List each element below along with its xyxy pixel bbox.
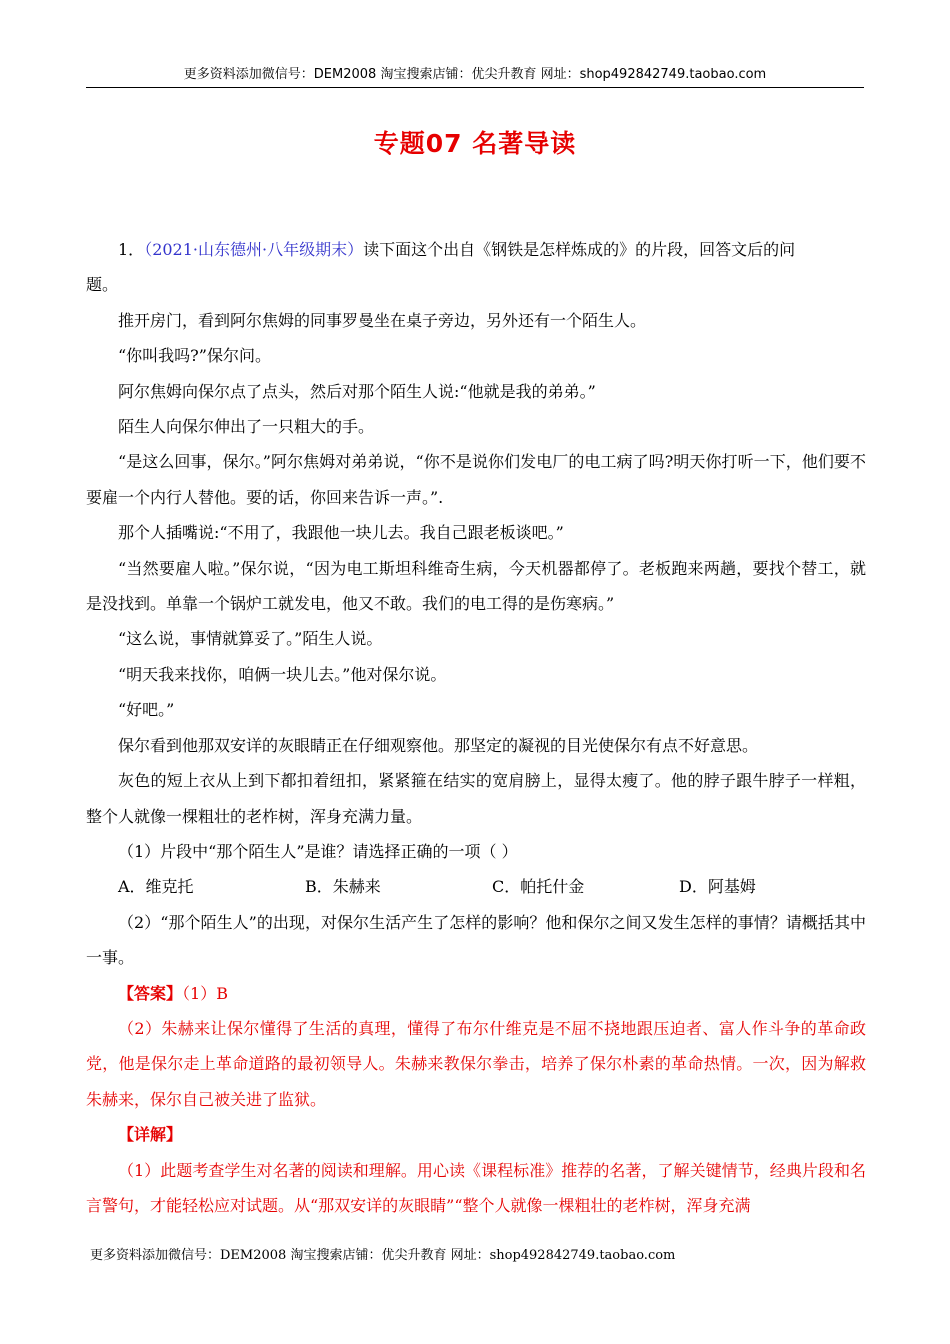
sub-question-2: （2）“那个陌生人”的出现，对保尔生活产生了怎样的影响？他和保尔之间又发生怎样的事情？请概括其中一事。	[86, 912, 866, 968]
option-c: C．帕托什金	[492, 877, 585, 897]
page-title: 专题07 名著导读	[373, 129, 577, 158]
passage-paragraph: “你叫我吗?”保尔问。	[118, 346, 271, 366]
passage-paragraph: 推开房门，看到阿尔焦姆的同事罗曼坐在桌子旁边，另外还有一个陌生人。	[118, 310, 647, 330]
answer-options	[86, 869, 866, 904]
passage-paragraph: 那个人插嘴说:“不用了，我跟他一块儿去。我自己跟老板谈吧。”	[118, 523, 564, 543]
detail-heading	[86, 1117, 866, 1152]
passage-paragraph: “明天我来找你，咱俩一块儿去。”他对保尔说。	[118, 664, 447, 684]
passage-paragraph: “当然要雇人啦。”保尔说，“因为电工斯坦科维奇生病，今天机器都停了。老板跑来两趟，要找个替工，就是没找到。单靠一个锅炉工就发电，他又不敢。我们的电工得的是伤寒病。”	[86, 558, 866, 614]
passage-paragraph: “是这么回事，保尔。”阿尔焦姆对弟弟说，“你不是说你们发电厂的电工病了吗?明天你打听一下，他们要不要雇一个内行人替他。要的话，你回来告诉一声。”.	[86, 452, 866, 507]
passage-paragraph: “好吧。”	[118, 700, 175, 720]
passage-paragraph: “这么说，事情就算妥了。”陌生人说。	[118, 629, 383, 649]
detail-text: （1）此题考查学生对名著的阅读和理解。用心读《课程标准》推荐的名著，了解关键情节，经典片段和名言警句，才能轻松应对试题。从“那双安详的灰眼睛”“整个人就像一棵粗壮的老柞树，浑身充满	[86, 1160, 866, 1215]
sub-question-1: （1）片段中“那个陌生人”是谁？请选择正确的一项（ ）	[118, 841, 518, 861]
passage-paragraph: 阿尔焦姆向保尔点了点头，然后对那个陌生人说:“他就是我的弟弟。”	[118, 381, 596, 401]
header-divider	[86, 87, 864, 88]
option-d: D．阿基姆	[679, 877, 756, 897]
document-body	[86, 232, 866, 1223]
passage-paragraph: 灰色的短上衣从上到下都扣着纽扣，紧紧箍在结实的宽肩膀上，显得太瘦了。他的脖子跟牛脖子一样粗，整个人就像一棵粗壮的老柞树，浑身充满力量。	[86, 771, 866, 826]
page-header: 更多资料添加微信号：DEM2008 淘宝搜索店铺：优尖升教育 网址：shop492842749.taobao.com	[183, 67, 767, 82]
answer-label: 【答案】	[118, 983, 183, 1003]
answer-heading	[86, 976, 866, 1011]
detail-label: 【详解】	[118, 1125, 183, 1145]
passage-paragraph: 陌生人向保尔伸出了一只粗大的手。	[118, 417, 375, 437]
question-prompt	[86, 232, 866, 267]
question-source: （2021·山东德州·八年级期末）	[144, 240, 364, 259]
page-footer: 更多资料添加微信号：DEM2008 淘宝搜索店铺：优尖升教育 网址：shop492842749.taobao.com	[90, 1248, 676, 1263]
question-prompt-continued: 题。	[86, 275, 119, 295]
answer-part-1: （1）B	[182, 983, 228, 1003]
option-b: B．朱赫来	[305, 877, 381, 897]
question-number: 1．	[118, 240, 145, 259]
question-prompt-text: 读下面这个出自《钢铁是怎样炼成的》的片段，回答文后的问	[363, 240, 796, 259]
passage-paragraph: 保尔看到他那双安详的灰眼睛正在仔细观察他。那坚定的凝视的目光使保尔有点不好意思。	[118, 735, 759, 755]
option-a: A．维克托	[118, 877, 194, 897]
answer-part-2: （2）朱赫来让保尔懂得了生活的真理，懂得了布尔什维克是不屈不挠地跟压迫者、富人作斗争的革命政党，他是保尔走上革命道路的最初领导人。朱赫来教保尔拳击，培养了保尔朴素的革命热情。一次，因为解救朱赫来，保尔自己被关进了监狱。	[86, 1018, 866, 1109]
